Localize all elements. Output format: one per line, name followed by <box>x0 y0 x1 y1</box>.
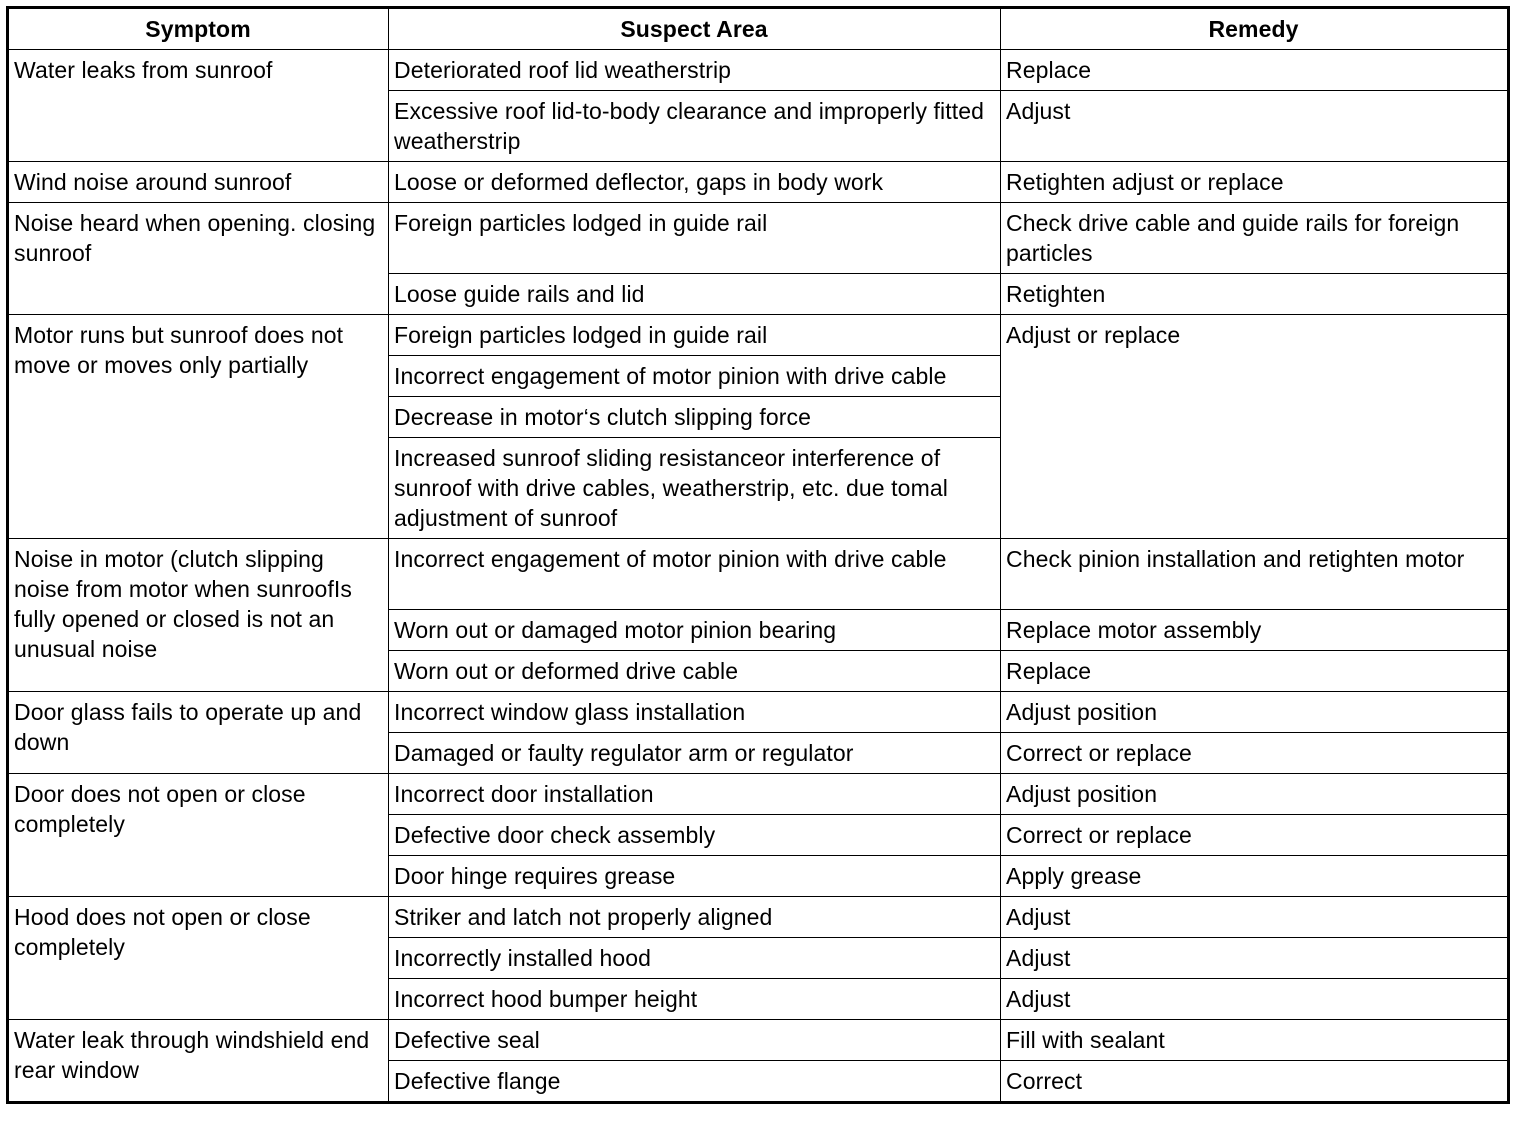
table-row <box>8 203 1509 274</box>
remedy-cell: Fill with sealant <box>1001 1020 1509 1061</box>
symptom-cell: Water leaks from sunroof <box>8 50 389 162</box>
remedy-cell: Adjust <box>1001 91 1509 162</box>
suspect-area-cell: Foreign particles lodged in guide rail <box>389 203 1001 274</box>
suspect-area-cell: Incorrect engagement of motor pinion with drive cable <box>389 539 1001 610</box>
remedy-cell: Correct or replace <box>1001 815 1509 856</box>
suspect-area-cell: Loose or deformed deflector, gaps in body work <box>389 162 1001 203</box>
suspect-area-cell: Damaged or faulty regulator arm or regulator <box>389 733 1001 774</box>
table-row <box>8 692 1509 733</box>
suspect-area-cell: Striker and latch not properly aligned <box>389 897 1001 938</box>
suspect-area-cell: Deteriorated roof lid weatherstrip <box>389 50 1001 91</box>
suspect-area-cell: Increased sunroof sliding resistanceor interference of sunroof with drive cables, weatherstrip, etc. due tomal adjustment of sunroof <box>389 438 1001 539</box>
symptom-cell: Door glass fails to operate up and down <box>8 692 389 774</box>
suspect-area-cell: Door hinge requires grease <box>389 856 1001 897</box>
suspect-area-cell: Excessive roof lid-to-body clearance and improperly fitted weatherstrip <box>389 91 1001 162</box>
header-remedy: Remedy <box>1001 8 1509 50</box>
remedy-cell: Adjust <box>1001 938 1509 979</box>
suspect-area-cell: Incorrect hood bumper height <box>389 979 1001 1020</box>
symptom-cell: Motor runs but sunroof does not move or moves only partially <box>8 315 389 539</box>
suspect-area-cell: Defective flange <box>389 1061 1001 1103</box>
remedy-cell: Adjust <box>1001 979 1509 1020</box>
header-row <box>8 8 1509 50</box>
table-row <box>8 774 1509 815</box>
header-symptom: Symptom <box>8 8 389 50</box>
remedy-cell: Retighten <box>1001 274 1509 315</box>
header-suspect-area: Suspect Area <box>389 8 1001 50</box>
remedy-cell: Retighten adjust or replace <box>1001 162 1509 203</box>
suspect-area-cell: Defective door check assembly <box>389 815 1001 856</box>
remedy-cell: Replace <box>1001 50 1509 91</box>
suspect-area-cell: Decrease in motor‘s clutch slipping force <box>389 397 1001 438</box>
remedy-cell: Check drive cable and guide rails for foreign particles <box>1001 203 1509 274</box>
remedy-cell: Adjust position <box>1001 774 1509 815</box>
symptom-cell: Noise in motor (clutch slipping noise from motor when sunroofIs fully opened or closed is not an unusual noise <box>8 539 389 692</box>
symptom-cell: Hood does not open or close completely <box>8 897 389 1020</box>
troubleshooting-table <box>6 6 1510 1104</box>
suspect-area-cell: Worn out or damaged motor pinion bearing <box>389 610 1001 651</box>
suspect-area-cell: Incorrect engagement of motor pinion with drive cable <box>389 356 1001 397</box>
suspect-area-cell: Incorrectly installed hood <box>389 938 1001 979</box>
remedy-cell: Adjust or replace <box>1001 315 1509 539</box>
table-row <box>8 162 1509 203</box>
symptom-cell: Noise heard when opening. closing sunroof <box>8 203 389 315</box>
remedy-cell: Adjust <box>1001 897 1509 938</box>
table-row <box>8 315 1509 356</box>
remedy-cell: Check pinion installation and retighten motor <box>1001 539 1509 610</box>
suspect-area-cell: Loose guide rails and lid <box>389 274 1001 315</box>
remedy-cell: Correct <box>1001 1061 1509 1103</box>
remedy-cell: Replace motor assembly <box>1001 610 1509 651</box>
table-row <box>8 897 1509 938</box>
suspect-area-cell: Incorrect window glass installation <box>389 692 1001 733</box>
symptom-cell: Water leak through windshield end rear window <box>8 1020 389 1103</box>
suspect-area-cell: Defective seal <box>389 1020 1001 1061</box>
remedy-cell: Apply grease <box>1001 856 1509 897</box>
suspect-area-cell: Incorrect door installation <box>389 774 1001 815</box>
suspect-area-cell: Foreign particles lodged in guide rail <box>389 315 1001 356</box>
troubleshooting-table-container <box>6 6 1507 1104</box>
remedy-cell: Replace <box>1001 651 1509 692</box>
symptom-cell: Door does not open or close completely <box>8 774 389 897</box>
table-row <box>8 1020 1509 1061</box>
symptom-cell: Wind noise around sunroof <box>8 162 389 203</box>
suspect-area-cell: Worn out or deformed drive cable <box>389 651 1001 692</box>
table-row <box>8 539 1509 610</box>
remedy-cell: Correct or replace <box>1001 733 1509 774</box>
table-row <box>8 50 1509 91</box>
remedy-cell: Adjust position <box>1001 692 1509 733</box>
